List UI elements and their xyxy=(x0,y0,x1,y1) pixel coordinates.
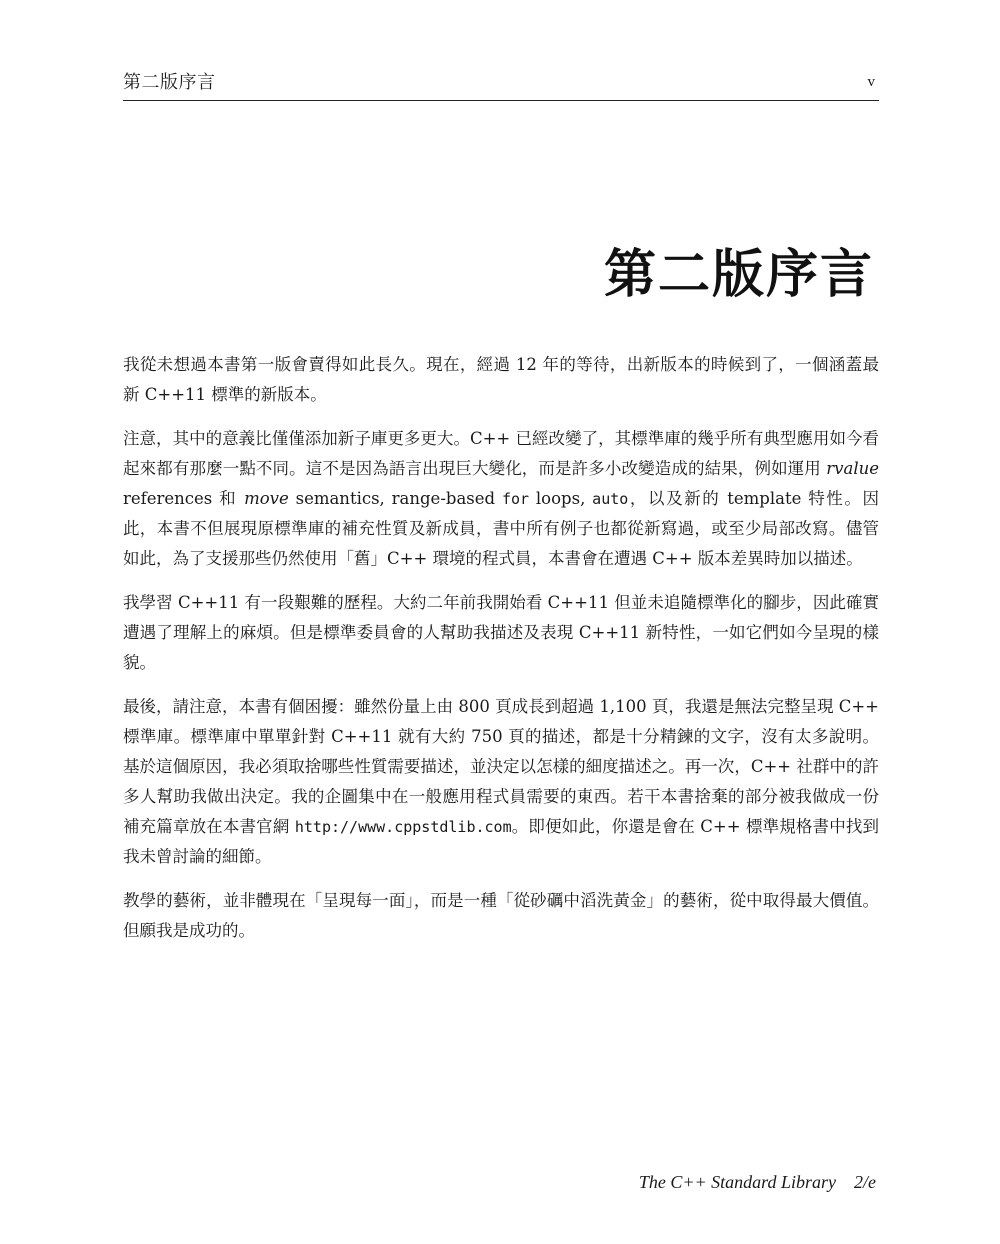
rvalue-term: rvalue xyxy=(826,459,879,478)
paragraph-1: 我從未想過本書第一版會賣得如此長久。現在，經過 12 年的等待，出新版本的時候到了，一個涵蓋最新 C++11 標準的新版本。 xyxy=(123,355,879,404)
page-footer: The C++ Standard Library 2/e xyxy=(638,1172,876,1192)
paragraph-2 xyxy=(123,424,879,574)
paragraph-2-text-3: semantics, range-based xyxy=(288,489,502,508)
paragraph-2-text-1: 注意，其中的意義比僅僅添加新子庫更多更大。C++ 已經改變了，其標準庫的幾乎所有典型應用如今看起來都有那麼一點不同。這不是因為語言出現巨大變化，而是許多小改變造成的結果，例如運用 xyxy=(123,429,879,478)
paragraph-3: 我學習 C++11 有一段艱難的歷程。大約二年前我開始看 C++11 但並未追隨標準化的腳步，因此確實遭遇了理解上的麻煩。但是標準委員會的人幫助我描述及表現 C++11 新特性，一如它們如今呈現的樣貌。 xyxy=(123,593,879,672)
website-url: http://www.cppstdlib.com xyxy=(294,818,512,836)
paragraph-2-text-4: loops, xyxy=(529,489,593,508)
body-text xyxy=(123,350,879,960)
page-number: v xyxy=(867,74,875,90)
code-auto: auto xyxy=(592,490,629,508)
paragraph-5: 教學的藝術，並非體現在「呈現每一面」，而是一種「從砂礪中滔洗黃金」的藝術，從中取得最大價值。但願我是成功的。 xyxy=(123,891,879,940)
paragraph-4 xyxy=(123,692,879,872)
move-term: move xyxy=(244,489,289,508)
running-head: 第二版序言 xyxy=(123,72,216,93)
paragraph-4-text-2: 。即便如此，你還是會在 C++ 標準規格書中找到我未曾討論的細節。 xyxy=(123,817,879,866)
paragraph-2-text-2: references 和 xyxy=(123,489,245,508)
paragraph-4-text-1: 最後，請注意，本書有個困擾：雖然份量上由 800 頁成長到超過 1,100 頁，我還是無法完整呈現 C++ 標準庫。標準庫中單單針對 C++11 就有大約 750 頁的描述，都是十分精鍊的文字，沒有太多說明。基於這個原因，我必須取捨哪些性質需要描述，並決定以怎樣的細度描述之。再一次，C++ 社群中的許多人幫助我做出決定。我的企圖集中在一般應用程式員需要的東西。若干本書捨棄的部分被我做成一份補充篇章放在本書官網 xyxy=(123,697,879,836)
page-header xyxy=(123,62,879,101)
chapter-title: 第二版序言 xyxy=(603,245,874,305)
paragraph-2-text-5: ，以及新的 template 特性。因此，本書不但展現原標準庫的補充性質及新成員，書中所有例子也都從新寫過，或至少局部改寫。儘管如此，為了支援那些仍然使用「舊」C++ 環境的程式員，本書會在遭遇 C++ 版本差異時加以描述。 xyxy=(123,489,880,568)
code-for: for xyxy=(501,490,530,508)
